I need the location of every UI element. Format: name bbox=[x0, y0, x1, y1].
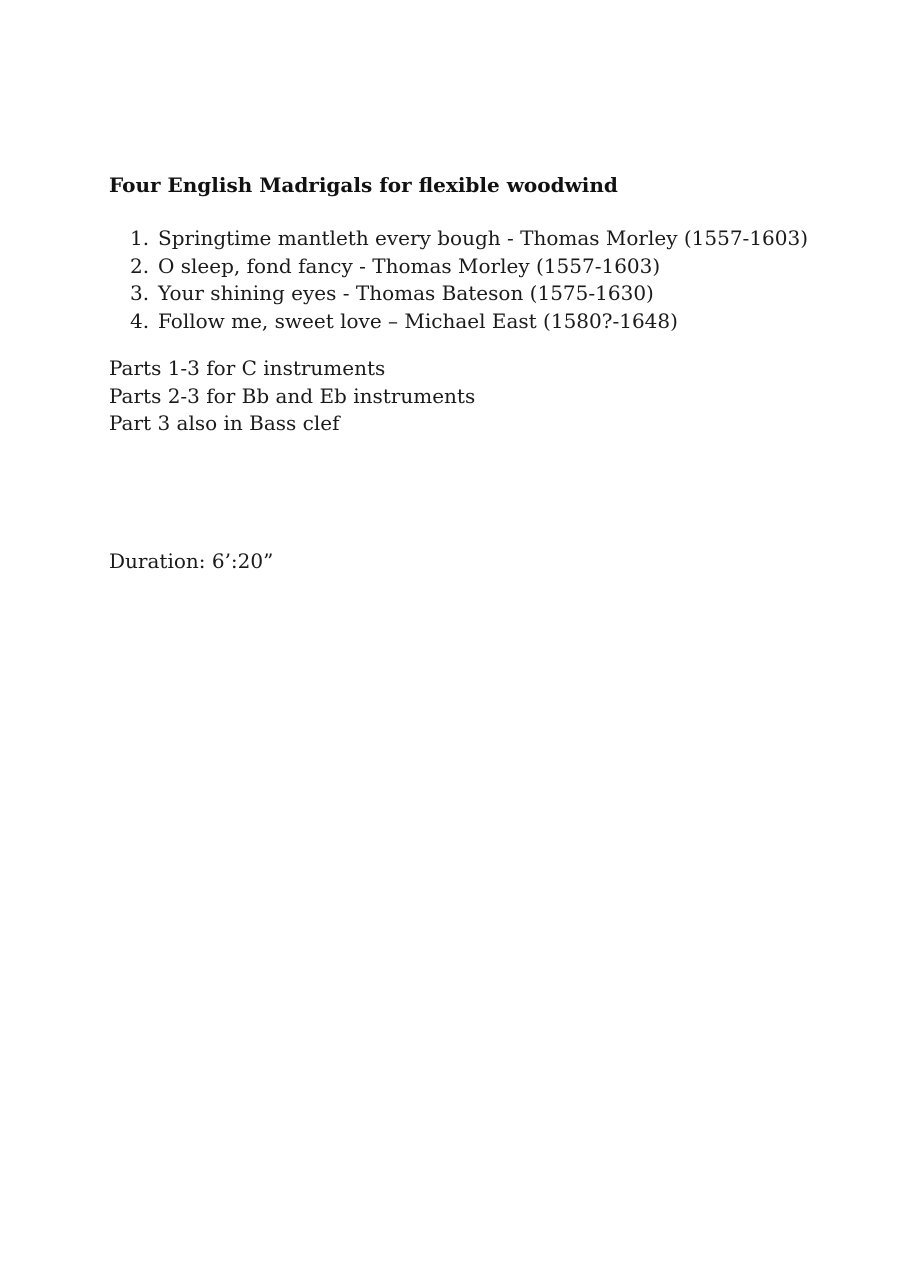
document-title: Four English Madrigals for flexible woodwind bbox=[109, 173, 618, 197]
list-item-text: Your shining eyes - Thomas Bateson (1575-1630) bbox=[158, 281, 654, 305]
list-item-text: O sleep, fond fancy - Thomas Morley (1557-1603) bbox=[158, 253, 661, 278]
list-item-number: 1. bbox=[130, 226, 150, 250]
note-line: Part 3 also in Bass clef bbox=[109, 411, 340, 435]
note-line: Parts 1-3 for C instruments bbox=[109, 356, 386, 380]
list-item-text: Springtime mantleth every bough - Thomas Morley (1557-1603) bbox=[158, 226, 809, 250]
list-item-number: 2. bbox=[130, 253, 150, 278]
instrumentation-notes bbox=[109, 355, 475, 438]
note-line: Parts 2-3 for Bb and Eb instruments bbox=[109, 383, 476, 408]
list-item-text: Follow me, sweet love – Michael East (1580?-1648) bbox=[158, 308, 678, 333]
duration-text: Duration: 6’:20” bbox=[109, 549, 274, 573]
list-item-number: 4. bbox=[130, 308, 150, 333]
list-item-number: 3. bbox=[130, 281, 150, 305]
